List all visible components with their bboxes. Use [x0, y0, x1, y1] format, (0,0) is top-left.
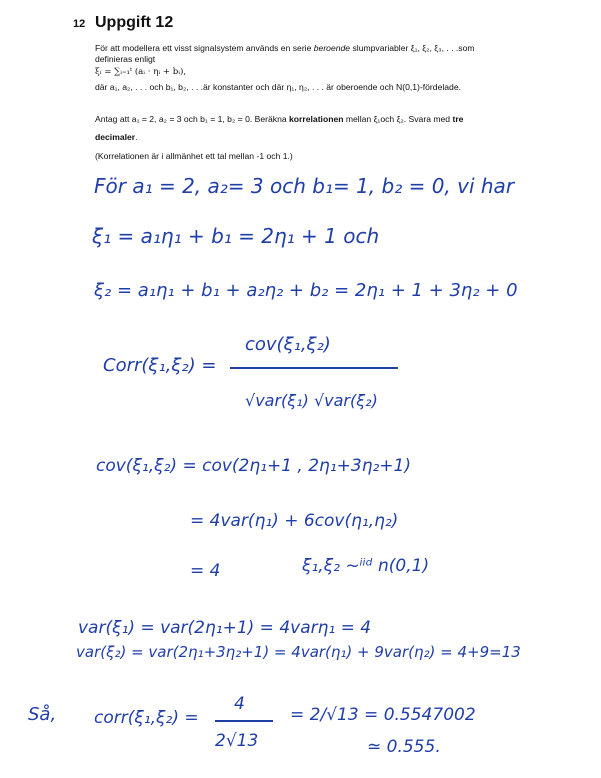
hw-corr-fraction-line [230, 367, 398, 369]
hw-corr-num: cov(ξ₁,ξ₂) [245, 334, 331, 355]
hw-corr-lhs: Corr(ξ₁,ξ₂) = [103, 355, 217, 376]
hw-var2: var(ξ₂) = var(2η₁+3η₂+1) = 4var(η₁) + 9var(η₂) = 4+9=13 [76, 643, 521, 661]
hw-line3: ξ₂ = a₁η₁ + b₁ + a₂η₂ + b₂ = 2η₁ + 1 + 3η₂ + 0 [94, 280, 518, 301]
hw-line1: För a₁ = 2, a₂= 3 och b₁= 1, b₂ = 0, vi har [94, 174, 515, 198]
hw-final-fraction-line [215, 720, 273, 722]
hw-final-lhs: corr(ξ₁,ξ₂) = [94, 708, 199, 728]
hw-iid: ξ₁,ξ₂ ~ⁱⁱᵈ n(0,1) [302, 556, 430, 576]
intro-emphasis: beroende [313, 43, 351, 53]
assume-bold-tre: tre [452, 114, 464, 124]
hw-var1: var(ξ₁) = var(2η₁+1) = 4varη₁ = 4 [78, 618, 372, 638]
task-title: Uppgift 12 [95, 14, 174, 31]
intro-text-end: slumpvariabler ξ₁, ξ₂, ξ₃, . . .som [350, 43, 475, 53]
hw-final-den: 2√13 [215, 731, 259, 751]
problem-intro [95, 43, 535, 65]
hw-sa: Så, [28, 704, 57, 725]
assume-text: Antag att a₁ = 2, a₂ = 3 och b₁ = 1, b₂ = 0. Beräkna [95, 114, 290, 124]
problem-assumption [95, 110, 545, 146]
hw-cov2: = 4var(η₁) + 6cov(η₁,η₂) [190, 511, 399, 531]
hw-final-num: 4 [234, 694, 245, 714]
intro-text: För att modellera ett visst signalsystem används en serie [95, 43, 314, 53]
hw-line2: ξ₁ = a₁η₁ + b₁ = 2η₁ + 1 och [92, 224, 380, 248]
problem-definition: ξᵢ = ∑ᵢ₌₁ᵗ (aᵢ · ηᵢ + bᵢ), [95, 67, 187, 77]
problem-where: där a₁, a₂, . . . och b₁, b₂, . . .är konstanter och där η₁, η₂, . . . är oberoende och N(0,1)-fördelade. [95, 82, 461, 92]
assume-end: . [135, 132, 138, 142]
hw-cov3: = 4 [190, 561, 221, 581]
task-number: 12 [73, 18, 86, 30]
assume-bold-correlation: korrelationen [289, 114, 344, 124]
hw-final-approx: ≃ 0.555. [367, 737, 441, 757]
hw-final-rhs: = 2/√13 = 0.5547002 [290, 705, 476, 725]
hw-cov1: cov(ξ₁,ξ₂) = cov(2η₁+1 , 2η₁+3η₂+1) [96, 456, 411, 476]
hw-corr-den: √var(ξ₁) √var(ξ₂) [245, 391, 378, 410]
problem-note: (Korrelationen är i allmänhet ett tal mellan -1 och 1.) [95, 151, 293, 161]
intro-line2: definieras enligt [95, 54, 156, 64]
assume-bold-decimaler: decimaler [95, 132, 136, 142]
assume-text-mid: mellan ξ₁och ξ₂. Svara med [343, 114, 453, 124]
